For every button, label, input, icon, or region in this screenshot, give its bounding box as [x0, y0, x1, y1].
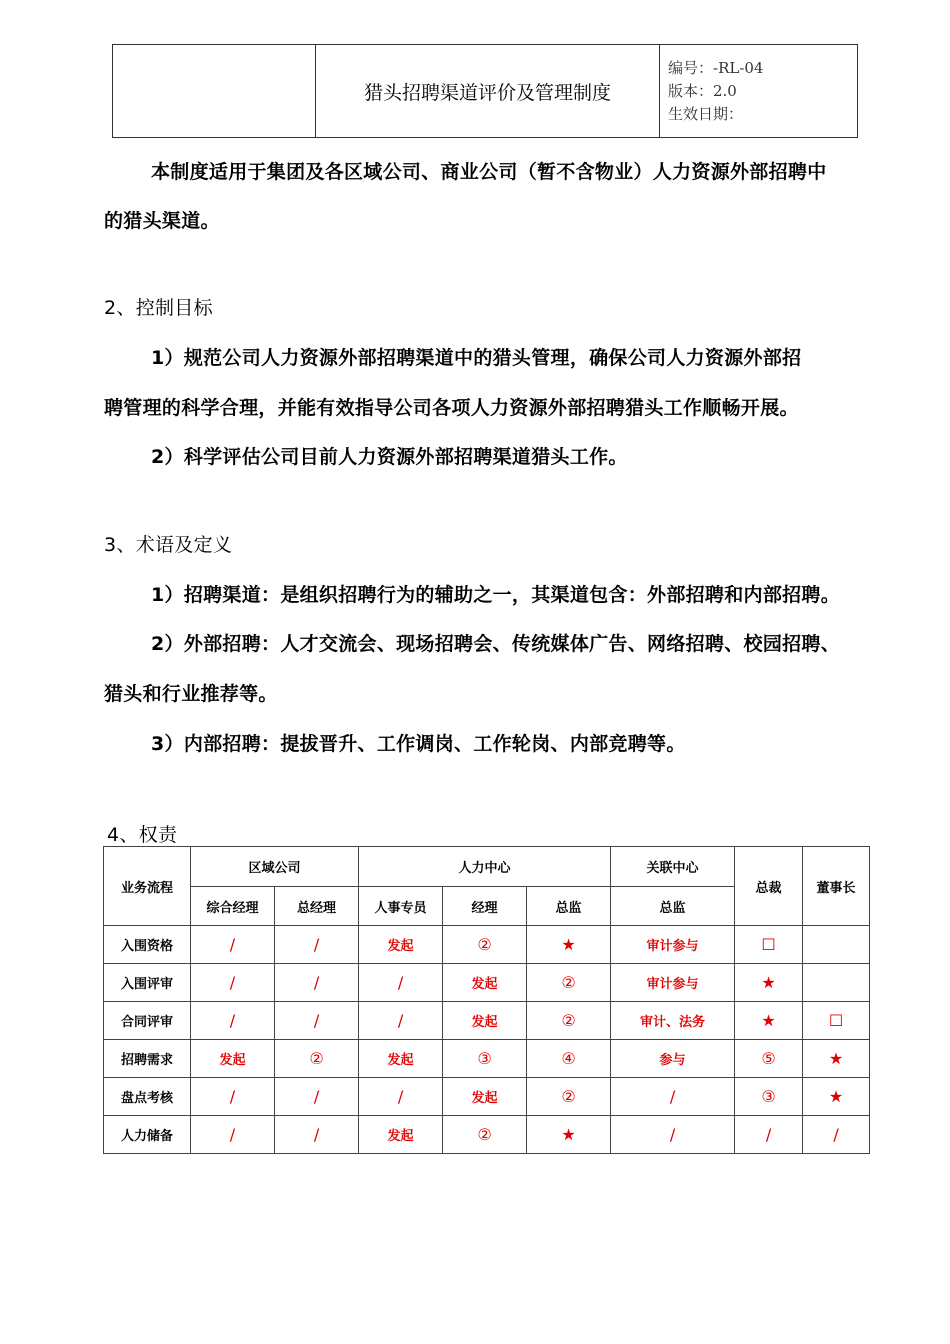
intro-line-1: 本制度适用于集团及各区域公司、商业公司（暂不含物业）人力资源外部招聘中 [151, 161, 827, 183]
section-2-item-2: 2）科学评估公司目前人力资源外部招聘渠道猎头工作。 [151, 446, 628, 468]
table-cell: ② [527, 964, 611, 1002]
table-cell: / [803, 1116, 870, 1154]
table-row [104, 964, 870, 1002]
header-region-company: 区域公司 [191, 847, 359, 887]
responsibility-table [103, 846, 870, 1154]
table-cell: 参与 [611, 1040, 735, 1078]
row-name: 人力储备 [104, 1116, 191, 1154]
table-cell: 审计参与 [611, 964, 735, 1002]
header-process: 业务流程 [104, 847, 191, 926]
section-2-title: 2、控制目标 [104, 297, 213, 319]
row-name: 入围资格 [104, 926, 191, 964]
table-cell: ★ [803, 1040, 870, 1078]
table-cell: 发起 [443, 1078, 527, 1116]
table-cell: 发起 [443, 964, 527, 1002]
header-comprehensive-manager: 综合经理 [191, 887, 275, 926]
table-cell: ⑤ [735, 1040, 803, 1078]
table-cell: / [611, 1116, 735, 1154]
header-related-center: 关联中心 [611, 847, 735, 887]
table-cell: 发起 [443, 1002, 527, 1040]
document-title: 猎头招聘渠道评价及管理制度 [316, 45, 660, 137]
table-cell: ② [443, 1116, 527, 1154]
table-cell: ② [275, 1040, 359, 1078]
table-cell [803, 964, 870, 1002]
table-cell: ② [527, 1078, 611, 1116]
header-related-director: 总监 [611, 887, 735, 926]
table-cell: / [359, 1002, 443, 1040]
table-cell: / [191, 1002, 275, 1040]
table-cell: ★ [735, 1002, 803, 1040]
header-hr-specialist: 人事专员 [359, 887, 443, 926]
table-cell: 发起 [191, 1040, 275, 1078]
table-cell: / [359, 964, 443, 1002]
table-cell: 发起 [359, 1040, 443, 1078]
table-cell: / [191, 1078, 275, 1116]
table-cell: ③ [735, 1078, 803, 1116]
table-cell: ④ [527, 1040, 611, 1078]
table-cell: ★ [527, 1116, 611, 1154]
section-3-item-3: 3）内部招聘：提拔晋升、工作调岗、工作轮岗、内部竞聘等。 [151, 733, 686, 755]
table-row [104, 926, 870, 964]
table-cell: ② [443, 926, 527, 964]
row-name: 入围评审 [104, 964, 191, 1002]
section-2-item-1-line-1: 1）规范公司人力资源外部招聘渠道中的猎头管理，确保公司人力资源外部招 [151, 347, 802, 369]
document-version: 版本：2.0 [668, 82, 737, 100]
intro-line-2: 的猎头渠道。 [104, 210, 220, 232]
table-cell: ★ [527, 926, 611, 964]
table-cell: ☐ [803, 1002, 870, 1040]
table-cell: ② [527, 1002, 611, 1040]
table-cell: 发起 [359, 926, 443, 964]
table-cell: / [735, 1116, 803, 1154]
table-cell: ③ [443, 1040, 527, 1078]
table-cell: / [275, 964, 359, 1002]
table-row [104, 1040, 870, 1078]
table-cell: / [275, 1116, 359, 1154]
table-row [104, 1078, 870, 1116]
document-header [112, 44, 858, 138]
header-president: 总裁 [735, 847, 803, 926]
row-name: 合同评审 [104, 1002, 191, 1040]
table-cell: / [191, 1116, 275, 1154]
effective-date: 生效日期： [668, 105, 744, 123]
table-cell: ★ [803, 1078, 870, 1116]
section-3-title: 3、术语及定义 [104, 534, 233, 556]
header-hr-director: 总监 [527, 887, 611, 926]
section-4-title: 4、权责 [107, 824, 178, 846]
table-cell: / [275, 1002, 359, 1040]
table-cell: 审计参与 [611, 926, 735, 964]
header-hr-center: 人力中心 [359, 847, 611, 887]
table-row [104, 1116, 870, 1154]
logo-cell [113, 45, 316, 137]
table-cell [803, 926, 870, 964]
table-cell: / [191, 964, 275, 1002]
section-3-item-2-line-1: 2）外部招聘：人才交流会、现场招聘会、传统媒体广告、网络招聘、校园招聘、 [151, 633, 841, 655]
section-2-item-1-line-2: 聘管理的科学合理，并能有效指导公司各项人力资源外部招聘猎头工作顺畅开展。 [104, 397, 799, 419]
section-3-item-2-line-2: 猎头和行业推荐等。 [104, 683, 278, 705]
header-general-manager: 总经理 [275, 887, 359, 926]
document-meta [660, 45, 857, 137]
table-cell: / [359, 1078, 443, 1116]
table-cell: 发起 [359, 1116, 443, 1154]
table-cell: ★ [735, 964, 803, 1002]
row-name: 招聘需求 [104, 1040, 191, 1078]
row-name: 盘点考核 [104, 1078, 191, 1116]
table-cell: 审计、法务 [611, 1002, 735, 1040]
table-cell: / [275, 1078, 359, 1116]
header-chairman: 董事长 [803, 847, 870, 926]
table-cell: / [275, 926, 359, 964]
section-3-item-1: 1）招聘渠道：是组织招聘行为的辅助之一，其渠道包含：外部招聘和内部招聘。 [151, 584, 841, 606]
table-cell: / [611, 1078, 735, 1116]
header-hr-manager: 经理 [443, 887, 527, 926]
table-row [104, 1002, 870, 1040]
table-cell: / [191, 926, 275, 964]
document-code: 编号：-RL-04 [668, 59, 764, 77]
table-cell: ☐ [735, 926, 803, 964]
